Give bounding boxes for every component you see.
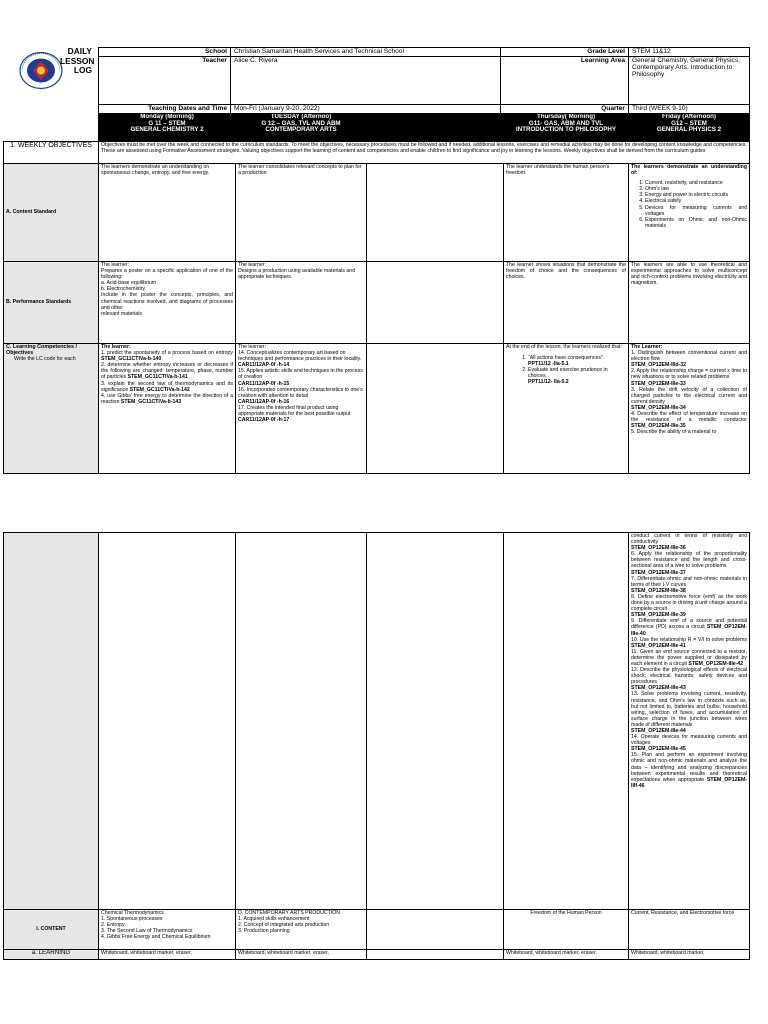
learning-wednesday: [367, 950, 504, 960]
content-thursday: Freedom of the Human Person: [504, 910, 629, 950]
weekly-objectives-row: [4, 142, 750, 164]
competencies-tuesday: The learner: 14. Conceptualizes contemporary art based on techniques and performance practices in their locality. CAR11/12AP-0f -h-14 15. Applies artistic skills and techniques in the process of creation CAR11/12AP-0f -h-15 16. Incorporates contemporary characteristics to one's creation with attention to detail CAR11/12AP-0f -h-16 17. Creates the intended final product using appropriate materials for the best possible output CAR11/12AP-0f -h-17: [236, 344, 367, 474]
title-line: LESSON: [60, 55, 95, 66]
weekly-objectives-label: 1. WEEKLY OBJECTIVES: [4, 142, 99, 164]
competencies-thursday: At the end of the lesson, the learners realized that: 1. “All actions have consequences” PPT11/12 -IIa-5.1 2. Evaluate and exercise prudence in choices. PPT11/12- IIa-5.2: [504, 344, 629, 474]
content-row: [4, 910, 750, 950]
content-wednesday: [367, 910, 504, 950]
content-standard-friday: The learners demonstrate an understanding of: 1. Current, resistivity, and resistance 2. Ohm's law 3. Energy and power in electric circuits 4. Electrical safety 5. Devices for measuring currents and voltages 6. Experiments on Ohmic and non-Ohmic materials: [629, 164, 750, 262]
competencies-continued-monday: [99, 533, 236, 910]
content-label: I. CONTENT: [4, 910, 99, 950]
content-standard-label: A. Content Standard: [4, 164, 99, 262]
day-header-thursday: Thursday( Morning) G11- GAS, ABM AND TVL INTRODUCTION TO PHILOSOPHY: [504, 114, 629, 142]
deped-seal-icon: [18, 51, 64, 90]
grade-label: Grade Level: [501, 48, 629, 57]
competencies-sublabel: Write the LC code for each: [14, 356, 76, 362]
page-2: [0, 520, 768, 1024]
competencies-continued-row: [4, 533, 750, 910]
teacher-value: Alice C. Rivera: [231, 57, 501, 105]
learning-tuesday: Whiteboard, whiteboard marker, eraser,: [236, 950, 367, 960]
content-standard-thursday: The learner understands the human person's freedom.: [504, 164, 629, 262]
teacher-label: Teacher: [99, 57, 231, 105]
competencies-continued-tuesday: [236, 533, 367, 910]
performance-standard-wednesday: [367, 262, 504, 344]
quarter-label: Quarter: [501, 105, 629, 114]
competencies-continued-thursday: [504, 533, 629, 910]
area-label: Learning Area: [501, 57, 629, 105]
weekly-objectives-text: Objectives must be met over the week and connected to the curriculum standards. To meet the objectives, necessary procedures must be followed and if needed, additional lessons, exercises and remedial activities may be done for developing content knowledge and competencies. These are assessed using Formative Assessment strategies. Valuing objectives support the learning of content and competencies and enable children to find significance and joy in learning the lessons. Weekly objectives shall be derived from the curriculum guides: [99, 142, 750, 164]
school-label: School: [99, 48, 231, 57]
competencies-label-cell: [4, 344, 99, 474]
competencies-label: C. Learning Competencies / Objectives: [6, 344, 77, 356]
grade-value: STEM 11&12: [629, 48, 750, 57]
lesson-log-table: [3, 113, 750, 474]
performance-standard-thursday: The learner shows situations that demonstrate the freedom of choice and the consequences of choices.: [504, 262, 629, 344]
dates-label: Teaching Dates and Time: [99, 105, 231, 114]
day-header-monday: Monday (Morning) G 11 – STEM GENERAL CHEMISTRY 2: [99, 114, 236, 142]
competencies-continued-wednesday: [367, 533, 504, 910]
performance-standard-label: B. Performance Standards: [4, 262, 99, 344]
content-standard-tuesday: The learner consolidates relevant concepts to plan for a production.: [236, 164, 367, 262]
dates-value: Mon-Fri (January 9-20, 2022): [231, 105, 501, 114]
content-tuesday: D. CONTEMPORARY ARTS PRODUCTION 1. Acquired skills enhancement 2. Concept of integrated arts production 3. Production planning: [236, 910, 367, 950]
competencies-row: [4, 344, 750, 474]
learning-monday: Whiteboard, whiteboard marker, eraser,: [99, 950, 236, 960]
content-standard-monday: The learners demonstrate an understanding on spontaneous change, entropy, and free energy.: [99, 164, 236, 262]
performance-standard-tuesday: The learner: Designs a production using available materials and appropriate techniques.: [236, 262, 367, 344]
competencies-continued-friday: conduct current in terms of resistivity and conductivity STEM_OP12EM-IIIe-36 6. Apply the relationship of the proportionality between resistance and the length and cross-sectional area of a wire to solve problems STEM_OP12EM-IIIe-37 7. Differentiate ohmic and non-ohmic materials in terms of their I-V curves STEM_OP12EM-IIIe-38 8. Define electromotive force (emf) as the work done by a source in driving a unit charge around a complete circuit STEM_OP12EM-IIIe-39 9. Differentiate emf of a source and potential difference (PD) across a circuit STEM_OP12EM-IIIe-40 10. Use the relationship R = V/I to solve problems STEM_OP12EM-IIIe-41 11. Given an emf source connected to a resistor, determine the power supplied or dissipated by each element in a circuit STEM_OP12EM-IIIe-42 12. Describe the physiological effects of electrical shock; electrical hazards; safety devices and procedures STEM_OP12EM-IIIe-43 13. Solve problems involving current, resistivity, resistance, and Ohm's law in contexts such as, but not limited to, batteries and bulbs, household wiring, selection of fuses, and accumulation of surface charge in the junction between wires made of different materials STEM_OP12EM-IIIe-44 14. Operate devices for measuring currents and voltages STEM_OP12EM-IIIe-45 15. Plan and perform an experiment involving ohmic and non-ohmic materials and analyze the data – identifying and analyzing discrepancies between experimental results and theoretical expectations when appropriate STEM_OP12EM-IIIf-46: [629, 533, 750, 910]
content-friday: Current, Resistance, and Electromotive force: [629, 910, 750, 950]
title-line: DAILY: [67, 46, 92, 56]
day-header-row: [4, 114, 750, 142]
learning-thursday: Whiteboard, whiteboard marker, eraser,: [504, 950, 629, 960]
competencies-continued-label: [4, 533, 99, 910]
content-monday: Chemical Thermodynamics 1. Spontaneous processes 2. Entropy 3. The Second Law of Thermodynamics 4. Gibbs Free Energy and Chemical Equilibrium: [99, 910, 236, 950]
learning-label: a. LEARNING: [4, 950, 99, 960]
quarter-value: Third (WEEK 9-10): [629, 105, 750, 114]
learning-friday: Whiteboard, whiteboard marker,: [629, 950, 750, 960]
competencies-wednesday: [367, 344, 504, 474]
performance-standard-friday: The learners are able to use theoretical and experimental approaches to solve multiconcept and rich-context problems involving electricity and magnetism.: [629, 262, 750, 344]
day-header-wednesday: [367, 114, 504, 142]
performance-standard-monday: The learner: Prepares a poster on a specific application of one of the following: a. Acid-base equilibrium b. Electrochemistry Include in the poster the concepts, principles, and chemical reactions involved, and diagrams of processes and other relevant materials: [99, 262, 236, 344]
competencies-monday: The learner: 1. predict the spontaneity of a process based on entropy STEM_GC11CTIVa-b-140 2. determine whether entropy increases or decreases if the following are changed: temperature, phase, number of particles STEM_GC11CTIVa-b-141 3. explain the second law of thermodynamics and its significance STEM_GC11CTIVa-b-142 4. use Gibbs' free energy to determine the direction of a reaction STEM_GC11CTIVa-b-143: [99, 344, 236, 474]
day-header-tuesday: TUESDAY (Afternoo) G 12 – GAS, TVL AND ABM CONTEMPORARY ARTS: [236, 114, 367, 142]
lesson-log-table-continued: [3, 532, 750, 960]
content-standard-wednesday: [367, 164, 504, 262]
area-value: General Chemistry, General Physics, Contemporary Arts, Introduction to Philosophy: [629, 57, 750, 105]
daily-lesson-log-title: [60, 46, 95, 76]
day-header-friday: Friday (Afternoon) G12 – STEM GENERAL PHYSICS 2: [629, 114, 750, 142]
learning-row: [4, 950, 750, 960]
content-standard-row: [4, 164, 750, 262]
header-table: [98, 47, 750, 114]
competencies-friday: The Learner: 1. Distinguish between conventional current and electron flow STEM_OP12EM-IIId-32 2. Apply the relationship charge = current x time to new situations or to solve related problems STEM_OP12EM-IIIe-33 3. Relate the drift velocity of a collection of charged particles to the electrical current and current density STEM_OP12EM-IIIe-34 4. Describe the effect of temperature increase on the resistance of a metallic conductor STEM_OP12EM-IIIe-35 5. Describe the ability of a material to: [629, 344, 750, 474]
school-value: Christian Samaritan Health Services and Technical School: [231, 48, 501, 57]
title-line: LOG: [73, 65, 92, 76]
performance-standard-row: [4, 262, 750, 344]
